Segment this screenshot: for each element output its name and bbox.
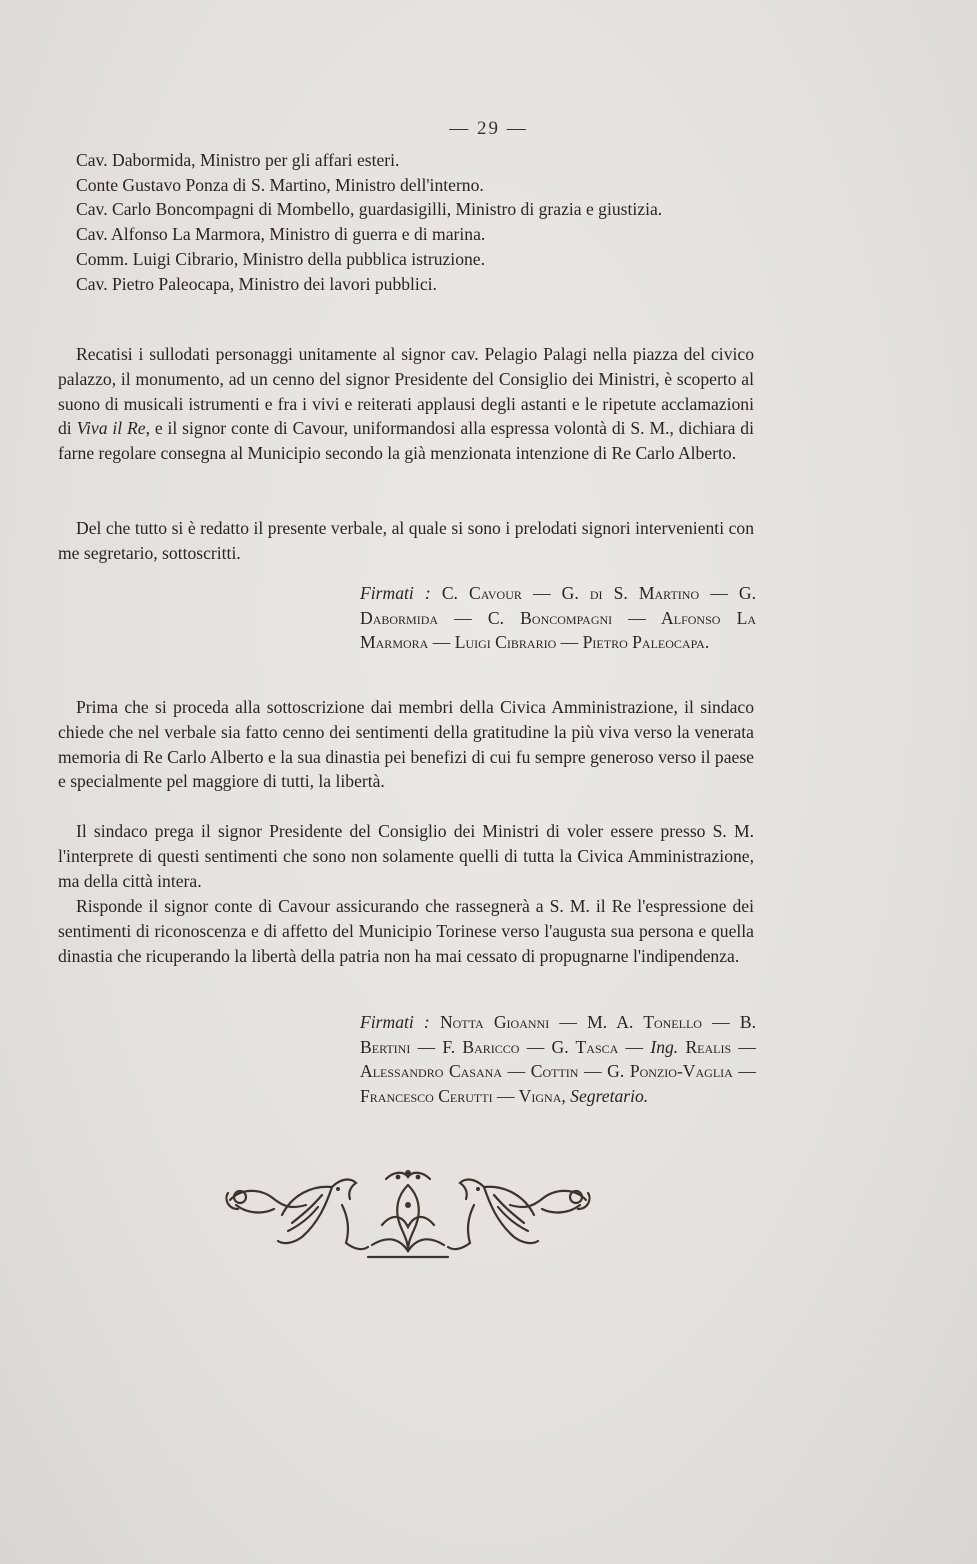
signature-names: Realis — Alessandro Casana — Cottin — G. Ponzio-Vaglia — Francesco Cerutti — Vigna, <box>360 1036 757 1107</box>
signatures-administration <box>360 1010 756 1109</box>
list-item: Cav. Pietro Paleocapa, Ministro dei lavori pubblici. <box>76 273 437 294</box>
paragraph-cavour-reply: Risponde il signor conte di Cavour assicurando che rassegnerà a S. M. il Re l'espressione dei sentimenti di riconoscenza e di affetto del Municipio Torinese verso l'augusta sua persona e quella dinastia che ricuperando la libertà della patria non ha mai cessato di propugnarne l'indipendenza. <box>58 896 754 966</box>
list-item: Cav. Dabormida, Ministro per gli affari esteri. <box>76 150 400 170</box>
secretary-title: Segretario. <box>570 1086 649 1107</box>
paragraph-gratitude: Prima che si proceda alla sottoscrizione dai membri della Civica Amministrazione, il sindaco chiede che nel verbale sia fatto cenno dei sentimenti della gratitudine la più viva verso la venerata memoria di Re Carlo Alberto e la sua dinastia pei benefizi di cui fu sempre generoso verso il paese e specialmente pel maggiore di tutti, la libertà. <box>58 697 754 792</box>
paragraph-text: Recatisi i sullodati personaggi unitamente al signor cav. Pelagio Palagi nella piazza del civico palazzo, il monumento, ad un cenno del signor Presidente del Consiglio dei Ministri, è scoperto al suono di musicali istrumenti e fra i vivi e reiterati applausi degli astanti e le ripetute acclamazioni di <box>58 344 754 439</box>
paragraph-verbale: Del che tutto si è redatto il presente verbale, al quale si sono i prelodati signori intervenienti con me segretario, sottoscritti. <box>58 518 754 563</box>
page-number: — 29 — <box>449 118 528 139</box>
list-item: Conte Gustavo Ponza di S. Martino, Ministro dell'interno. <box>76 174 484 195</box>
signature-label: Firmati : <box>360 1012 430 1032</box>
ministers-list <box>58 148 758 296</box>
paragraph-monument <box>58 342 754 466</box>
list-item: Cav. Alfonso La Marmora, Ministro di guerra e di marina. <box>76 224 486 245</box>
list-item: Cav. Carlo Boncompagni di Mombello, guardasigilli, Ministro di grazia e giustizia. <box>76 199 663 220</box>
signature-names: Notta Gioanni — M. A. Tonello — B. Bertini — F. Baricco — G. Tasca — <box>360 1012 756 1057</box>
list-item: Comm. Luigi Cibrario, Ministro della pubblica istruzione. <box>76 248 485 269</box>
signature-label: Firmati : <box>360 583 431 603</box>
paragraph-sindaco: Il sindaco prega il signor Presidente del Consiglio dei Ministri di voler essere presso S. M. l'interprete di questi sentimenti che sono non solamente quelli di tutta la Civica Amministrazione, ma della città intera. <box>58 821 754 891</box>
signature-names: C. Cavour — G. di S. Martino — G. Dabormida — C. Boncompagni — Alfonso La Marmora — Luigi Cibrario — Pietro Paleocapa. <box>360 583 756 653</box>
acclamation-text: Viva il Re <box>76 418 146 439</box>
paragraph-text: , e il signor conte di Cavour, uniformandosi alla espressa volontà di S. M., dichiara di farne regolare consegna al Municipio secondo la già menzionata intenzione di Re Carlo Alberto. <box>58 418 754 464</box>
griffin-ornament-icon <box>222 1165 594 1265</box>
signatures-ministers <box>360 581 756 655</box>
engineer-title: Ing. <box>650 1036 679 1057</box>
